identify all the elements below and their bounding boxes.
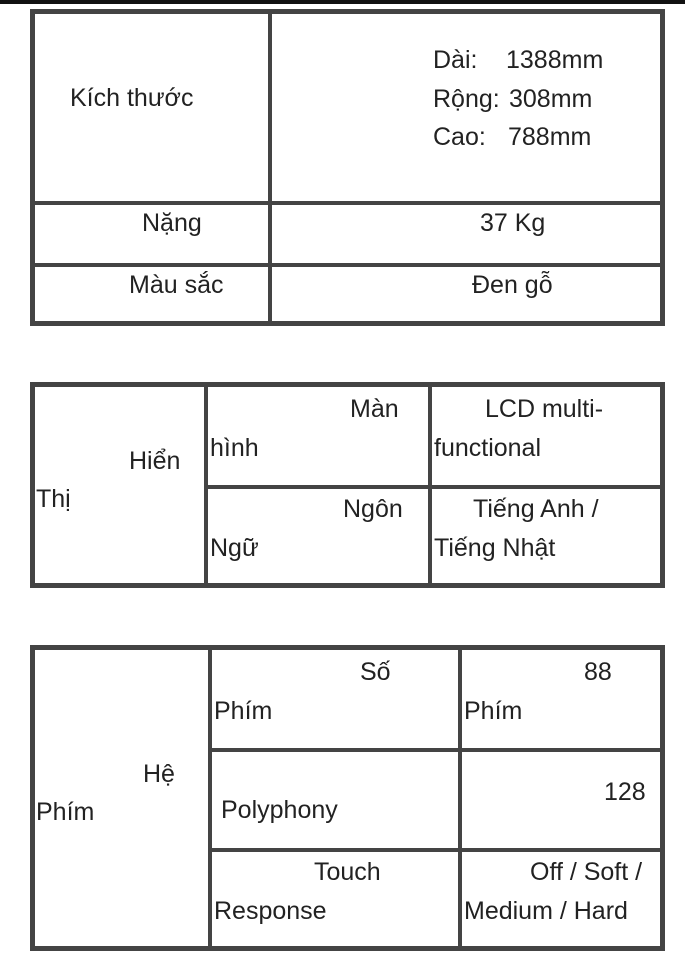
touch-label-word1: Touch	[314, 858, 381, 886]
touch-label-word2: Response	[214, 897, 327, 925]
polyphony-label-cell	[210, 750, 460, 850]
size-label: Kích thước	[70, 84, 194, 112]
size-label-cell	[33, 12, 270, 203]
keys-group-word1: Hệ	[143, 760, 175, 788]
length-label: Dài:	[433, 46, 478, 74]
polyphony-value: 128	[604, 778, 646, 806]
language-label-cell	[206, 487, 430, 585]
specs-keys-table	[30, 645, 665, 951]
touch-value-line2: Medium / Hard	[464, 897, 628, 925]
language-value-line1: Tiếng Anh /	[473, 495, 599, 523]
top-divider-line	[0, 0, 685, 4]
key-count-value-cell	[460, 648, 662, 750]
screen-label-word1: Màn	[350, 395, 399, 423]
screen-label-cell	[206, 385, 430, 487]
width-value: 308mm	[509, 85, 593, 113]
key-count-label-word1: Số	[360, 658, 391, 686]
color-value: Đen gỗ	[472, 271, 553, 299]
height-value: 788mm	[508, 123, 592, 151]
height-label: Cao:	[433, 123, 486, 151]
weight-value: 37 Kg	[480, 209, 546, 237]
polyphony-label: Polyphony	[221, 796, 338, 824]
color-label: Màu sắc	[129, 271, 224, 299]
length-value: 1388mm	[506, 46, 604, 74]
key-count-value-number: 88	[584, 658, 612, 686]
display-group-cell	[33, 385, 206, 585]
key-count-value-unit: Phím	[464, 697, 523, 725]
color-label-cell	[33, 265, 270, 323]
specs-size-table	[30, 9, 665, 326]
language-value-line2: Tiếng Nhật	[434, 534, 556, 562]
screen-value-line1: LCD multi-	[485, 395, 604, 423]
weight-label: Nặng	[142, 209, 202, 237]
screen-value-cell	[430, 385, 662, 487]
weight-label-cell	[33, 203, 270, 265]
language-label-word1: Ngôn	[343, 495, 403, 523]
specs-display-table	[30, 382, 665, 588]
key-count-label-cell	[210, 648, 460, 750]
weight-value-cell	[270, 203, 662, 265]
polyphony-value-cell	[460, 750, 662, 850]
language-label-word2: Ngữ	[210, 534, 259, 562]
size-value-cell	[270, 12, 662, 203]
display-group-word2: Thị	[36, 485, 71, 513]
keys-group-cell	[33, 648, 210, 948]
screen-label-word2: hình	[210, 434, 259, 462]
language-value-cell	[430, 487, 662, 585]
touch-value-cell	[460, 850, 662, 948]
touch-value-line1: Off / Soft /	[530, 858, 643, 886]
key-count-label-word2: Phím	[214, 697, 273, 725]
color-value-cell	[270, 265, 662, 323]
touch-label-cell	[210, 850, 460, 948]
width-label: Rộng:	[433, 85, 500, 113]
display-group-word1: Hiển	[129, 447, 181, 475]
screen-value-line2: functional	[434, 434, 542, 462]
keys-group-word2: Phím	[36, 798, 95, 826]
